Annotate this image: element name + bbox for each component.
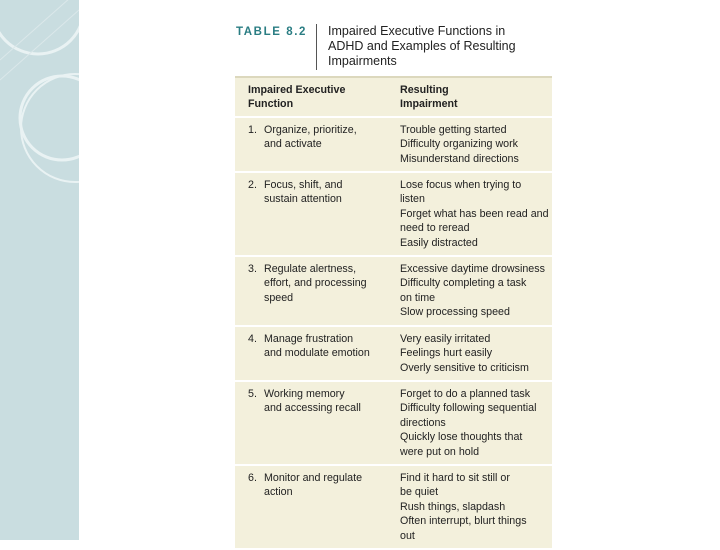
function-cell (235, 466, 388, 548)
function-text: Monitor and regulate (264, 471, 363, 484)
data-table (235, 76, 552, 550)
function-cell (235, 257, 388, 325)
impairment-line: Difficulty following sequential (400, 402, 537, 415)
impairment-line: Lose focus when trying to (400, 179, 522, 192)
function-line (248, 262, 388, 276)
impairment-line: on time (400, 291, 436, 304)
row-number: 2. (248, 179, 257, 192)
table-title-line: Impairments (328, 54, 397, 68)
function-line (248, 471, 388, 485)
table-figure (235, 22, 552, 550)
impairment-line: Trouble getting started (400, 123, 507, 136)
impairment-line: Slow processing speed (400, 306, 510, 319)
function-text: Working memory (264, 387, 345, 400)
impairment-line: Forget what has been read and (400, 207, 549, 220)
impairment-line: Easily distracted (400, 236, 478, 249)
impairment-cell (388, 173, 552, 255)
row-number: 6. (248, 471, 257, 484)
function-line: action (264, 486, 293, 499)
row-number: 5. (248, 387, 257, 400)
impairment-line: Quickly lose thoughts that (400, 431, 523, 444)
table-row (235, 382, 552, 466)
impairment-line: Forget to do a planned task (400, 387, 531, 400)
table-row (235, 257, 552, 327)
decorative-circles (0, 0, 79, 540)
table-title (328, 24, 548, 69)
function-text: Focus, shift, and (264, 179, 343, 192)
column-header-row (235, 78, 552, 118)
row-number: 1. (248, 123, 257, 136)
function-line: speed (264, 291, 294, 304)
impairment-cell (388, 327, 552, 380)
table-row (235, 466, 552, 550)
impairment-line: Often interrupt, blurt things (400, 515, 527, 528)
table-header (235, 22, 552, 76)
function-text: Regulate alertness, (264, 263, 357, 276)
function-cell (235, 382, 388, 464)
impairment-line: need to reread (400, 222, 470, 235)
impairment-line: Difficulty organizing work (400, 138, 519, 151)
table-row (235, 173, 552, 257)
function-text: Manage frustration (264, 332, 354, 345)
function-line: effort, and processing (264, 277, 367, 290)
function-cell (235, 327, 388, 380)
table-row (235, 118, 552, 173)
function-line (248, 332, 388, 346)
column-header-line: Resulting (400, 84, 449, 96)
function-text: Organize, prioritize, (264, 123, 357, 136)
function-cell (235, 118, 388, 171)
impairment-line: Very easily irritated (400, 332, 491, 345)
table-title-line: Impaired Executive Functions in (328, 24, 506, 38)
impairment-line: Overly sensitive to criticism (400, 361, 529, 374)
impairment-line: were put on hold (400, 445, 480, 458)
function-line: and activate (264, 138, 322, 151)
function-line: and modulate emotion (264, 347, 370, 360)
impairment-line: Rush things, slapdash (400, 500, 506, 513)
table-row (235, 327, 552, 382)
function-line (248, 178, 388, 192)
function-line (248, 387, 388, 401)
function-line (248, 123, 388, 137)
header-divider (316, 24, 317, 70)
impairment-line: be quiet (400, 486, 439, 499)
column-header-line: Impairment (400, 98, 458, 111)
impairment-cell (388, 118, 552, 171)
table-title-line: ADHD and Examples of Resulting (328, 39, 516, 53)
column-header-impairment (388, 78, 552, 116)
column-header-line: Impaired Executive (248, 84, 346, 96)
table-label: TABLE 8.2 (236, 26, 308, 38)
row-number: 3. (248, 263, 257, 276)
impairment-line: directions (400, 416, 446, 429)
table-body (235, 118, 552, 550)
impairment-line: Misunderstand directions (400, 152, 519, 165)
row-number: 4. (248, 332, 257, 345)
impairment-line: Feelings hurt easily (400, 347, 493, 360)
function-cell (235, 173, 388, 255)
impairment-cell (388, 466, 552, 548)
column-header-line: Function (248, 98, 294, 111)
function-line: sustain attention (264, 193, 342, 206)
impairment-cell (388, 257, 552, 325)
impairment-line: out (400, 529, 415, 542)
column-header-function (235, 78, 388, 116)
decorative-sidebar (0, 0, 79, 540)
function-line: and accessing recall (264, 402, 361, 415)
impairment-cell (388, 382, 552, 464)
impairment-line: Find it hard to sit still or (400, 471, 510, 484)
impairment-line: Difficulty completing a task (400, 277, 527, 290)
impairment-line: Excessive daytime drowsiness (400, 263, 545, 276)
impairment-line: listen (400, 193, 425, 206)
